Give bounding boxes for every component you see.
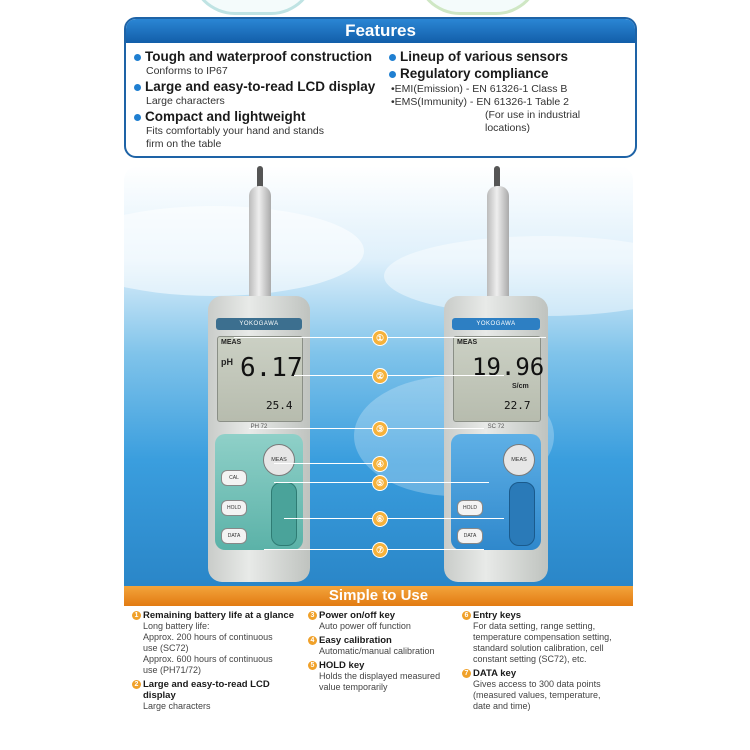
simple-item-heading: Easy calibration <box>319 635 392 646</box>
simple-item-heading: Remaining battery life at a glance <box>143 610 294 621</box>
simple-item-desc: Auto power off function <box>319 621 411 631</box>
sensor-probe <box>487 186 509 301</box>
simple-item-heading: HOLD key <box>319 660 365 671</box>
simple-item <box>308 635 460 657</box>
feature-sub: firm on the table <box>146 138 222 150</box>
ph-meter <box>208 296 310 582</box>
simple-column-3 <box>462 610 630 715</box>
keypad <box>451 434 541 550</box>
simple-item-heading: Large and easy-to-read LCD <box>143 679 270 690</box>
compliance-line: locations) <box>485 122 530 134</box>
lcd-display <box>453 336 545 422</box>
lcd-mode: MEAS <box>457 339 478 346</box>
callout-number: ④ <box>372 456 388 472</box>
brand-label: YOKOGAWA <box>216 318 302 330</box>
simple-item-desc: Long battery life: <box>143 621 210 631</box>
product-photo <box>124 166 633 586</box>
callout-number: ⑦ <box>372 542 388 558</box>
simple-item-desc: date and time) <box>473 701 531 711</box>
lcd-mode: MEAS <box>221 339 242 346</box>
simple-item <box>308 610 460 632</box>
simple-item-heading: Power on/off key <box>319 610 396 621</box>
lcd-unit: S/cm <box>512 383 529 390</box>
simple-item <box>462 668 630 712</box>
feature-item <box>134 49 394 78</box>
lcd-display <box>217 336 303 422</box>
simple-to-use-title: Simple to Use <box>328 587 429 604</box>
model-label: SC 72 <box>487 424 505 430</box>
feature-title: Lineup of various sensors <box>400 49 569 64</box>
number-icon: 2 <box>132 680 141 689</box>
features-right-column <box>389 49 629 135</box>
features-header <box>126 19 635 43</box>
simple-item-desc: use (PH71/72) <box>143 665 202 675</box>
feature-title: Large and easy-to-read LCD display <box>145 79 376 94</box>
decorative-arc-right <box>415 0 541 15</box>
simple-item <box>308 660 460 693</box>
compliance-line: •EMI(Emission) - EN 61326-1 Class B <box>391 83 568 95</box>
simple-item-desc: value temporarily <box>319 682 388 692</box>
feature-sub: Fits comfortably your hand and stands <box>146 125 325 137</box>
features-panel <box>124 17 637 158</box>
simple-item <box>132 610 304 676</box>
callout-line <box>294 375 504 376</box>
lcd-reading: 19.96 <box>472 353 545 381</box>
keypad <box>215 434 303 550</box>
simple-column-2 <box>308 610 460 696</box>
callout-number: ⑥ <box>372 511 388 527</box>
brand-label: YOKOGAWA <box>452 318 540 330</box>
simple-item-desc: Approx. 600 hours of continuous <box>143 654 273 664</box>
simple-item-desc: Automatic/manual calibration <box>319 646 435 656</box>
callout-number: ② <box>372 368 388 384</box>
simple-item-desc: temperature compensation setting, <box>473 632 612 642</box>
number-icon: 7 <box>462 669 471 678</box>
compliance-line: (For use in industrial <box>485 109 581 121</box>
simple-item-heading: display <box>143 690 176 701</box>
bullet-icon <box>389 71 396 78</box>
hold-button[interactable]: HOLD <box>221 500 247 516</box>
number-icon: 5 <box>308 661 317 670</box>
entry-keys[interactable] <box>509 482 535 546</box>
simple-item-heading: Entry keys <box>473 610 522 621</box>
feature-item <box>134 109 394 151</box>
bullet-icon <box>134 84 141 91</box>
feature-item <box>389 49 629 65</box>
feature-item <box>134 79 394 108</box>
power-button[interactable]: MEAS <box>263 444 295 476</box>
power-button[interactable]: MEAS <box>503 444 535 476</box>
callout-line <box>249 428 484 429</box>
lcd-reading: 6.17 <box>240 353 303 383</box>
callout-number: ⑤ <box>372 475 388 491</box>
feature-sub: Large characters <box>146 95 225 107</box>
features-title: Features <box>345 21 416 40</box>
compliance-line: •EMS(Immunity) - EN 61326-1 Table 2 <box>391 96 569 108</box>
simple-item <box>462 610 630 665</box>
water-splash <box>124 206 364 296</box>
number-icon: 3 <box>308 611 317 620</box>
feature-item <box>389 66 629 82</box>
hold-button[interactable]: HOLD <box>457 500 483 516</box>
lcd-temperature: 25.4 <box>266 399 293 412</box>
feature-title: Regulatory compliance <box>400 66 549 81</box>
entry-keys[interactable] <box>271 482 297 546</box>
lcd-temperature: 22.7 <box>504 399 531 412</box>
feature-sub: Conforms to IP67 <box>146 65 228 77</box>
callout-number: ③ <box>372 421 388 437</box>
callout-line <box>234 337 546 338</box>
simple-item-desc: (measured values, temperature, <box>473 690 601 700</box>
lcd-unit: pH <box>221 357 233 367</box>
bullet-icon <box>134 114 141 121</box>
simple-item-desc: Holds the displayed measured <box>319 671 441 681</box>
callout-line <box>274 463 374 464</box>
number-icon: 6 <box>462 611 471 620</box>
simple-item-desc: standard solution calibration, cell <box>473 643 604 653</box>
simple-item-desc: constant setting (SC72), etc. <box>473 654 587 664</box>
simple-to-use-header <box>124 586 633 606</box>
simple-item-desc: Gives access to 300 data points <box>473 679 601 689</box>
number-icon: 4 <box>308 636 317 645</box>
bullet-icon <box>389 54 396 61</box>
feature-title: Compact and lightweight <box>145 109 306 124</box>
conductivity-meter <box>444 296 548 582</box>
decorative-arc-left <box>190 0 316 15</box>
bullet-icon <box>134 54 141 61</box>
cal-button[interactable]: CAL <box>221 470 247 486</box>
simple-item-desc: Large characters <box>143 701 211 711</box>
simple-item-desc: use (SC72) <box>143 643 189 653</box>
simple-column-1 <box>132 610 304 715</box>
data-button[interactable]: DATA <box>221 528 247 544</box>
simple-item-desc: For data setting, range setting, <box>473 621 596 631</box>
callout-number: ① <box>372 330 388 346</box>
sensor-probe <box>249 186 271 301</box>
data-button[interactable]: DATA <box>457 528 483 544</box>
feature-title: Tough and waterproof construction <box>145 49 372 64</box>
simple-item-desc: Approx. 200 hours of continuous <box>143 632 273 642</box>
simple-item-heading: DATA key <box>473 668 517 679</box>
number-icon: 1 <box>132 611 141 620</box>
callout-line <box>284 518 504 519</box>
simple-item <box>132 679 304 712</box>
model-label: PH 72 <box>250 424 268 430</box>
features-left-column <box>134 49 394 152</box>
